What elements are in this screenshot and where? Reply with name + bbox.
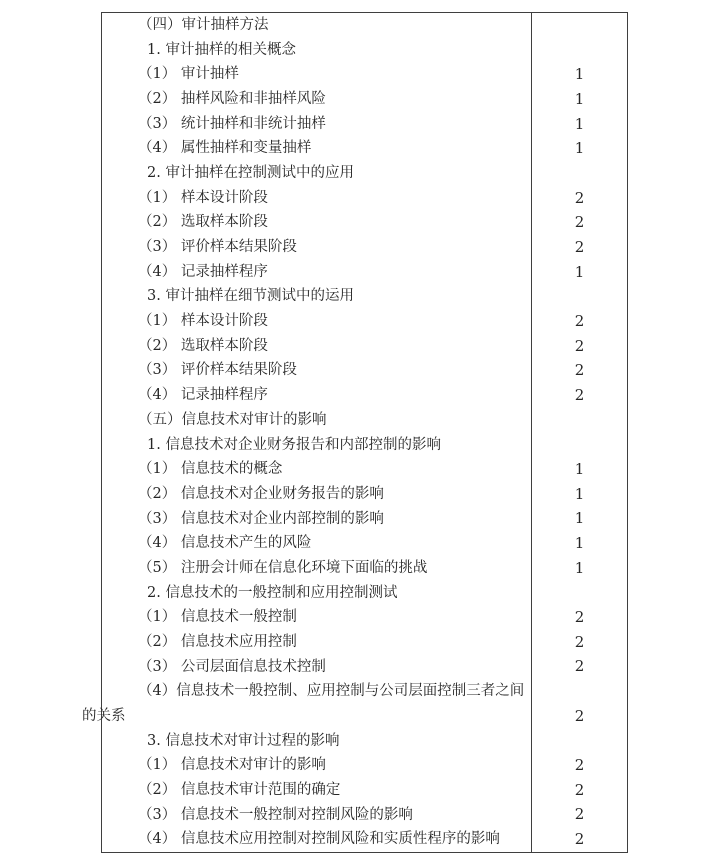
topic-cell — [102, 388, 531, 403]
topic-cell — [102, 610, 531, 625]
level-cell — [531, 408, 627, 433]
table-row — [102, 432, 627, 457]
topic-text: （3） 统计抽样和非统计抽样 — [138, 115, 326, 132]
table-row — [102, 827, 627, 852]
table-row — [102, 13, 627, 38]
table-row — [102, 778, 627, 803]
table-row — [102, 630, 627, 655]
table-row — [102, 605, 627, 630]
topic-text: （5） 注册会计师在信息化环境下面临的挑战 — [138, 559, 428, 576]
level-cell — [531, 630, 627, 655]
table-row — [102, 482, 627, 507]
topic-cell — [102, 117, 531, 132]
topic-cell — [102, 635, 531, 650]
topic-cell — [102, 512, 531, 527]
table-row — [102, 408, 627, 433]
topic-text: 1. 信息技术对企业财务报告和内部控制的影响 — [147, 436, 441, 453]
topic-text: 2. 审计抽样在控制测试中的应用 — [147, 165, 354, 182]
level-cell — [531, 136, 627, 161]
level-cell — [531, 62, 627, 87]
table-row — [82, 704, 627, 729]
level-cell — [531, 13, 627, 38]
level-value: 2 — [574, 706, 585, 725]
level-value: 1 — [574, 114, 585, 133]
level-value: 2 — [574, 657, 585, 676]
level-cell — [531, 753, 627, 778]
table-row — [102, 309, 627, 334]
table-row — [102, 506, 627, 531]
topic-cell — [102, 265, 531, 280]
level-value: 2 — [574, 361, 585, 380]
level-value: 2 — [574, 188, 585, 207]
level-cell — [531, 605, 627, 630]
topic-text: 3. 审计抽样在细节测试中的运用 — [147, 288, 354, 305]
level-cell — [531, 309, 627, 334]
level-cell — [531, 358, 627, 383]
level-value: 2 — [574, 607, 585, 626]
topic-text: （1） 审计抽样 — [138, 66, 239, 83]
topic-text: （1） 信息技术的概念 — [138, 461, 283, 478]
topic-cell — [102, 413, 531, 428]
level-cell — [531, 531, 627, 556]
topic-text: （3） 信息技术对企业内部控制的影响 — [138, 510, 384, 527]
topic-text: （4） 属性抽样和变量抽样 — [138, 140, 312, 157]
topic-text: （2） 信息技术审计范围的确定 — [138, 781, 341, 798]
table-row — [102, 753, 627, 778]
topic-cell — [102, 832, 531, 847]
topic-cell — [102, 487, 531, 502]
topic-cell — [102, 586, 531, 601]
topic-text: （3） 信息技术一般控制对控制风险的影响 — [138, 806, 413, 823]
level-value: 2 — [574, 755, 585, 774]
table-row — [102, 260, 627, 285]
table-row — [102, 531, 627, 556]
topic-cell — [102, 43, 531, 58]
table-row — [102, 38, 627, 63]
topic-text: （3） 评价样本结果阶段 — [138, 239, 297, 256]
topic-cell — [102, 660, 531, 675]
topic-cell — [102, 536, 531, 551]
table-row — [102, 679, 627, 704]
topic-cell — [102, 166, 531, 181]
topic-text: （3） 公司层面信息技术控制 — [138, 658, 326, 675]
table-row — [102, 210, 627, 235]
level-value: 1 — [574, 89, 585, 108]
table-row — [102, 556, 627, 581]
topic-cell — [102, 141, 531, 156]
topic-text: 的关系 — [82, 707, 126, 724]
topic-text: （1） 信息技术一般控制 — [138, 609, 297, 626]
level-cell — [531, 506, 627, 531]
topic-text: 1. 审计抽样的相关概念 — [147, 41, 296, 58]
level-cell — [531, 210, 627, 235]
topic-text: 2. 信息技术的一般控制和应用控制测试 — [147, 584, 398, 601]
topic-cell — [102, 363, 531, 378]
level-value: 2 — [574, 237, 585, 256]
topic-cell — [102, 808, 531, 823]
level-cell — [531, 186, 627, 211]
topic-text: （3） 评价样本结果阶段 — [138, 362, 297, 379]
topic-text: （2） 信息技术应用控制 — [138, 633, 297, 650]
topic-text: （2） 选取样本阶段 — [138, 214, 268, 231]
topic-text: （2） 选取样本阶段 — [138, 337, 268, 354]
topic-cell — [102, 67, 531, 82]
topic-cell — [102, 783, 531, 798]
topic-text: （4） 记录抽样程序 — [138, 263, 268, 280]
table-row — [102, 112, 627, 137]
topic-text: （4） 信息技术应用控制对控制风险和实质性程序的影响 — [138, 831, 500, 848]
topic-cell — [102, 339, 531, 354]
topic-cell — [102, 734, 531, 749]
level-value: 1 — [574, 533, 585, 552]
level-value: 1 — [574, 484, 585, 503]
level-value: 2 — [574, 830, 585, 848]
topic-text: （4） 记录抽样程序 — [138, 387, 268, 404]
table-row — [102, 457, 627, 482]
topic-text: 3. 信息技术对审计过程的影响 — [147, 732, 340, 749]
level-cell — [531, 704, 627, 729]
level-value: 2 — [574, 780, 585, 799]
level-cell — [531, 235, 627, 260]
topic-text: （2） 抽样风险和非抽样风险 — [138, 91, 326, 108]
level-cell — [531, 556, 627, 581]
topic-text: （1） 样本设计阶段 — [138, 313, 268, 330]
table-row — [102, 136, 627, 161]
topic-cell — [102, 18, 531, 33]
level-value: 2 — [574, 311, 585, 330]
level-cell — [531, 38, 627, 63]
level-cell — [531, 482, 627, 507]
level-value: 1 — [574, 459, 585, 478]
table-row — [102, 654, 627, 679]
topic-cell — [102, 215, 531, 230]
syllabus-table — [82, 12, 628, 853]
table-row — [102, 62, 627, 87]
topic-cell — [102, 684, 531, 699]
level-cell — [531, 87, 627, 112]
level-cell — [531, 679, 627, 704]
level-value: 1 — [574, 139, 585, 158]
level-cell — [531, 260, 627, 285]
level-cell — [531, 654, 627, 679]
table-row — [102, 186, 627, 211]
table-row — [102, 284, 627, 309]
level-value: 2 — [574, 805, 585, 824]
level-value: 2 — [574, 213, 585, 232]
topic-cell — [102, 289, 531, 304]
topic-cell — [102, 240, 531, 255]
topic-cell — [82, 707, 531, 724]
level-cell — [531, 334, 627, 359]
topic-text: （五）信息技术对审计的影响 — [138, 411, 327, 428]
level-cell — [531, 580, 627, 605]
table-row — [102, 728, 627, 753]
table-row — [102, 161, 627, 186]
topic-text: （1） 信息技术对审计的影响 — [138, 757, 326, 774]
topic-text: （四）审计抽样方法 — [138, 17, 269, 34]
table-row — [102, 383, 627, 408]
table-row — [102, 334, 627, 359]
table-row — [102, 803, 627, 828]
level-value: 2 — [574, 336, 585, 355]
topic-text: （4） 信息技术产生的风险 — [138, 535, 312, 552]
level-cell — [531, 728, 627, 753]
level-cell — [531, 284, 627, 309]
level-cell — [531, 457, 627, 482]
topic-text: （2） 信息技术对企业财务报告的影响 — [138, 485, 384, 502]
level-cell — [531, 112, 627, 137]
table-row — [102, 580, 627, 605]
level-value: 2 — [574, 385, 585, 404]
level-cell — [531, 161, 627, 186]
level-value: 1 — [574, 509, 585, 528]
topic-cell — [102, 438, 531, 453]
table-row — [102, 358, 627, 383]
topic-cell — [102, 462, 531, 477]
topic-cell — [102, 92, 531, 107]
level-cell — [531, 803, 627, 828]
level-value: 1 — [574, 65, 585, 84]
table-row — [102, 235, 627, 260]
topic-text: （4）信息技术一般控制、应用控制与公司层面控制三者之间 — [138, 683, 525, 700]
level-value: 1 — [574, 558, 585, 577]
topic-cell — [102, 561, 531, 576]
topic-cell — [102, 314, 531, 329]
table-row — [102, 87, 627, 112]
level-cell — [531, 827, 627, 852]
topic-cell — [102, 758, 531, 773]
level-value: 1 — [574, 262, 585, 281]
level-cell — [531, 383, 627, 408]
level-value: 2 — [574, 632, 585, 651]
level-cell — [531, 432, 627, 457]
topic-text: （1） 样本设计阶段 — [138, 189, 268, 206]
topic-cell — [102, 191, 531, 206]
level-cell — [531, 778, 627, 803]
